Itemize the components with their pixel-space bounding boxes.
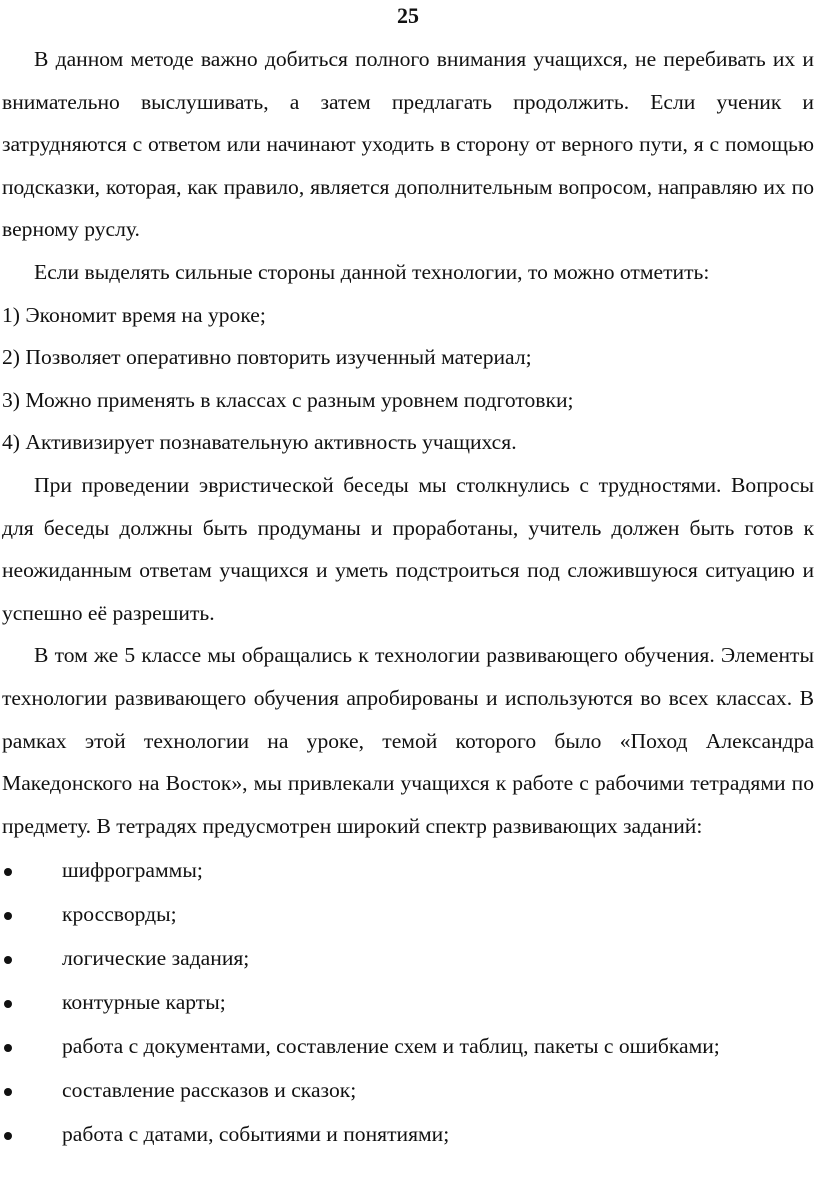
- bullet-item: [2, 849, 814, 892]
- bullet-text: работа с датами, событиями и понятиями;: [62, 1122, 450, 1147]
- bullet-item: [2, 1025, 814, 1068]
- numbered-item-3: 3) Можно применять в классах с разным уровнем подготовки;: [2, 387, 574, 412]
- numbered-item-1: 1) Экономит время на уроке;: [2, 302, 266, 327]
- page-number: 25: [397, 3, 419, 28]
- bullet-text: работа с документами, составление схем и таблиц, пакеты с ошибками;: [62, 1034, 720, 1059]
- paragraph-method: В данном методе важно добиться полного внимания учащихся, не перебивать их и внимательно выслушивать, а затем предлагать продолжить. Если ученик и затрудняются с ответом или начинают уходить в сторону от верного пути, я с помощью подсказки, которая, как правило, является дополнительным вопросом, направляю их по верному руслу.: [2, 47, 814, 242]
- bullet-icon: [4, 956, 12, 964]
- paragraph-developmental-learning: В том же 5 классе мы обращались к технологии развивающего обучения. Элементы технологии развивающего обучения апробированы и используются во всех классах. В рамках этой технологии на уроке, темой которого было «Поход Александра Македонского на Восток», мы привлекали учащихся к работе с рабочими тетрадями по предмету. В тетрадях предусмотрен широкий спектр развивающих заданий:: [2, 643, 814, 838]
- bullet-text: составление рассказов и сказок;: [62, 1078, 357, 1103]
- bullet-text: кроссворды;: [62, 901, 177, 926]
- bullet-icon: [4, 1132, 12, 1140]
- paragraph-strengths-intro: Если выделять сильные стороны данной технологии, то можно отметить:: [34, 259, 710, 284]
- bullet-item: [2, 1113, 814, 1156]
- numbered-item-2: 2) Позволяет оперативно повторить изученный материал;: [2, 345, 532, 370]
- bullet-icon: [4, 868, 12, 876]
- bullet-text: шифрограммы;: [62, 857, 203, 882]
- bullet-text: контурные карты;: [62, 990, 226, 1015]
- bullet-text: логические задания;: [62, 945, 250, 970]
- document-body: [2, 38, 814, 1156]
- paragraph-difficulties: При проведении эвристической беседы мы столкнулись с трудностями. Вопросы для беседы должны быть продуманы и проработаны, учитель должен быть готов к неожиданным ответам учащихся и уметь подстроиться под сложившуюся ситуацию и успешно её разрешить.: [2, 472, 814, 625]
- bullet-item: [2, 937, 814, 980]
- bullet-item: [2, 893, 814, 936]
- bullet-icon: [4, 1044, 12, 1052]
- numbered-item-4: 4) Активизирует познавательную активность учащихся.: [2, 430, 517, 455]
- tasks-bullet-list: [2, 849, 814, 1156]
- bullet-icon: [4, 912, 12, 920]
- bullet-item: [2, 981, 814, 1024]
- bullet-item: [2, 1069, 814, 1112]
- bullet-icon: [4, 1000, 12, 1008]
- bullet-icon: [4, 1088, 12, 1096]
